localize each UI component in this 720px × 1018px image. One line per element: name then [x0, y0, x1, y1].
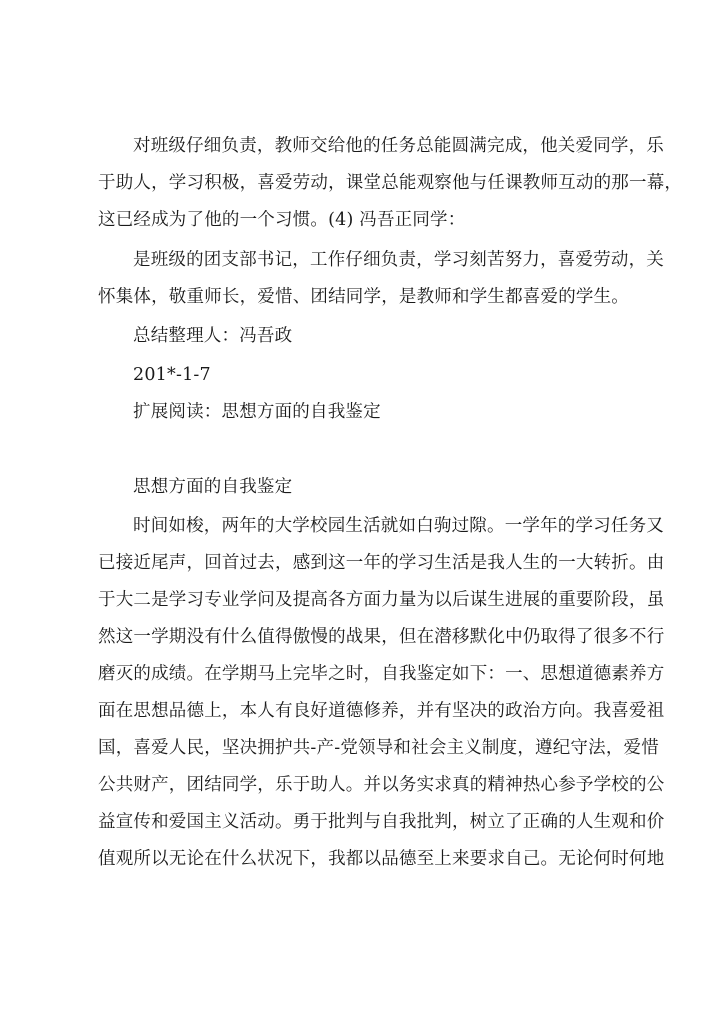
paragraph-line: 已接近尾声，回首过去，感到这一年的学习生活是我人生的一大转折。由 — [98, 553, 665, 573]
paragraph-line: 是班级的团支部书记，工作仔细负责，学习刻苦努力，喜爱劳动，关 — [133, 250, 664, 270]
paragraph-line: 然这一学期没有什么值得傲慢的战果，但在潜移默化中仍取得了很多不行 — [98, 627, 665, 647]
author-line: 总结整理人：冯吾政 — [133, 326, 293, 346]
section-title: 思想方面的自我鉴定 — [133, 477, 293, 497]
paragraph-line: 益宣传和爱国主义活动。勇于批判与自我批判，树立了正确的人生观和价 — [98, 812, 665, 832]
paragraph-line: 这已经成为了他的一个习惯。(4) 冯吾正同学： — [98, 210, 466, 230]
paragraph-line: 公共财产，团结同学，乐于助人。并以务实求真的精神热心参予学校的公 — [98, 775, 665, 795]
paragraph-line: 对班级仔细负责，教师交给他的任务总能圆满完成，他关爱同学，乐 — [133, 136, 664, 156]
paragraph-line: 国，喜爱人民，坚决拥护共-产-党领导和社会主义制度，遵纪守法，爱惜 — [98, 738, 659, 758]
paragraph-line: 值观所以无论在什么状况下，我都以品德至上来要求自己。无论何时何地 — [98, 849, 665, 869]
paragraph-line: 磨灭的成绩。在学期马上完毕之时，自我鉴定如下：一、思想道德素养方 — [98, 664, 665, 684]
paragraph-line: 怀集体，敬重师长，爱惜、团结同学，是教师和学生都喜爱的学生。 — [98, 287, 629, 307]
paragraph-line: 时间如梭，两年的大学校园生活就如白驹过隙。一学年的学习任务又 — [133, 516, 664, 536]
paragraph-line: 于助人，学习积极，喜爱劳动，课堂总能观察他与任课教师互动的那一幕， — [98, 173, 683, 193]
paragraph-line: 于大二是学习专业学问及提高各方面力量为以后谋生进展的重要阶段，虽 — [98, 590, 665, 610]
extended-reading-line: 扩展阅读：思想方面的自我鉴定 — [133, 402, 381, 422]
paragraph-line: 面在思想品德上，本人有良好道德修养，并有坚决的政治方向。我喜爱祖 — [98, 701, 665, 721]
date-line: 201*-1-7 — [133, 365, 211, 385]
